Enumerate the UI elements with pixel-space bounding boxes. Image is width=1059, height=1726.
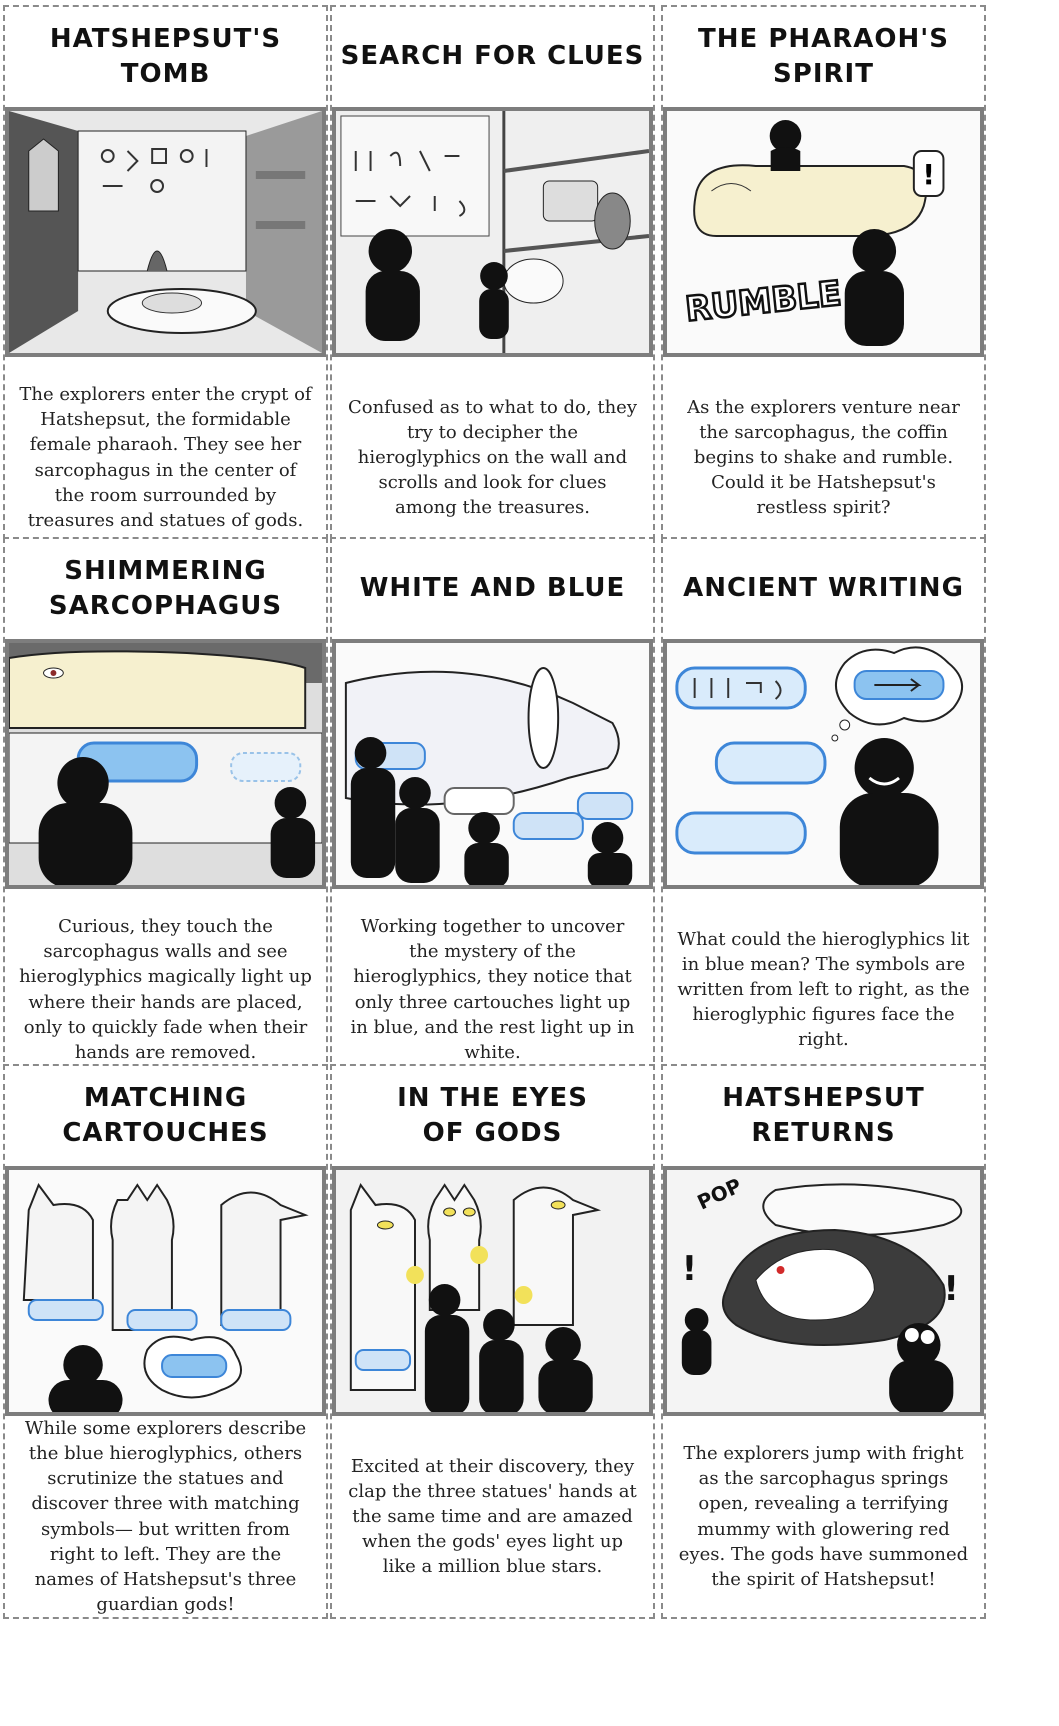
card-caption: The explorers enter the crypt of Hatshepsut, the formidable female pharaoh. They see her sarcophagus in the center of the room surrounded by treasures and statues of gods.: [19, 383, 312, 531]
story-card-8: [330, 1064, 655, 1619]
card-title: THE PHARAOH'S SPIRIT: [698, 23, 949, 89]
card-caption: The explorers jump with fright as the sarcophagus springs open, revealing a terrifying mummy with glowering red eyes. The gods have summoned the spirit of Hatshepsut!: [678, 1442, 969, 1590]
illustration-search: [332, 107, 653, 357]
card-title: MATCHING CARTOUCHES: [62, 1082, 269, 1148]
illustration-white-blue: [332, 639, 653, 889]
card-title: ANCIENT WRITING: [683, 573, 964, 604]
illustration-shimmering: [5, 639, 326, 889]
illustration-ancient-writing: [663, 639, 984, 889]
story-card-9: [661, 1064, 986, 1619]
illustration-rumble: [663, 107, 984, 357]
card-title: SEARCH FOR CLUES: [340, 41, 645, 72]
story-card-5: [330, 537, 655, 1092]
card-title: HATSHEPSUT RETURNS: [722, 1082, 925, 1148]
card-caption: Confused as to what to do, they try to decipher the hieroglyphics on the wall and scrolls and look for clues among the treasures.: [347, 396, 637, 519]
card-title: SHIMMERING SARCOPHAGUS: [48, 555, 283, 621]
story-card-3: [661, 5, 986, 560]
card-caption: Excited at their discovery, they clap the three statues' hands at the same time and are amazed when the gods' eyes light up like a million blue stars.: [348, 1455, 637, 1578]
card-title: WHITE AND BLUE: [359, 573, 626, 604]
card-caption: Curious, they touch the sarcophagus walls and see hieroglyphics magically light up where their hands are placed, only to quickly fade when their hands are removed.: [19, 915, 312, 1063]
card-title: IN THE EYES OF GODS: [397, 1082, 588, 1148]
svg-text:!: !: [922, 157, 935, 192]
pop-sfx: POP: [693, 1174, 746, 1215]
illustration-matching-cartouches: [5, 1166, 326, 1416]
story-card-2: [330, 5, 655, 560]
illustration-tomb: [5, 107, 326, 357]
story-card-4: [3, 537, 328, 1092]
card-caption: What could the hieroglyphics lit in blue mean? The symbols are written from left to right, as the hieroglyphic figures face the right.: [677, 928, 970, 1051]
illustration-eyes-of-gods: [332, 1166, 653, 1416]
illustration-hatshepsut-returns: [663, 1166, 984, 1416]
story-card-6: [661, 537, 986, 1092]
card-title: HATSHEPSUT'S TOMB: [49, 23, 282, 89]
svg-text:!: !: [681, 1248, 698, 1289]
card-caption: Working together to uncover the mystery of the hieroglyphics, they notice that only three cartouches light up in blue, and the rest light up in white.: [350, 915, 635, 1063]
card-caption: While some explorers describe the blue hieroglyphics, others scrutinize the statues and discover three with matching symbols— but written from right to left. They are the names of Hatshepsut's three guardian gods!: [24, 1417, 307, 1616]
story-card-1: [3, 5, 328, 560]
rumble-sfx: RUMBLE: [683, 273, 844, 330]
story-card-7: [3, 1064, 328, 1619]
card-caption: As the explorers venture near the sarcophagus, the coffin begins to shake and rumble. Could it be Hatshepsut's restless spirit?: [687, 396, 960, 519]
svg-text:!: !: [943, 1268, 959, 1309]
